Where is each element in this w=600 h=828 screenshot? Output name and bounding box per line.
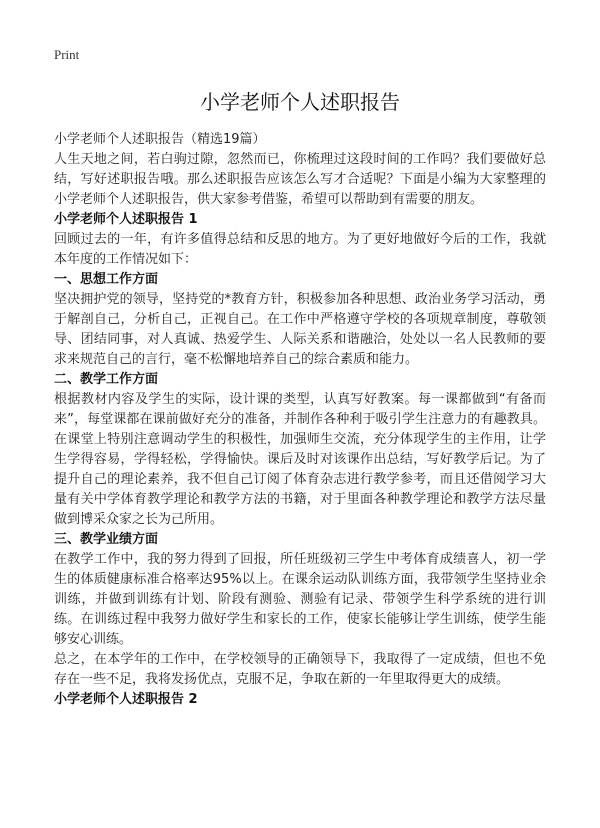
document-title: 小学老师个人述职报告 [200, 90, 400, 114]
section-performance-paragraph: 在教学工作中，我的努力得到了回报，所任班级初三学生中考体育成绩喜人，初一学生的体质健康标准合格率达95%以上。在课余运动队训练方面，我带领学生坚持业余训练，并做到训练有计划、阶段有测验、测验有记录、带领学生科学系统的进行训练。在训练过程中我努力做好学生和家长的工作，使家长能够让学生训练，使学生能够安心训练。 [54, 552, 546, 647]
print-link[interactable]: Print [54, 47, 80, 62]
section-performance-heading: 三、教学业绩方面 [54, 532, 159, 547]
section-ideology-heading: 一、思想工作方面 [54, 272, 159, 287]
report-1-heading: 小学老师个人述职报告 1 [54, 212, 198, 227]
section-teaching-paragraph: 根据教材内容及学生的实际，设计课的类型，认真写好教案。每一课都做到“有备而来”，每堂课都在课前做好充分的准备，并制作各种利于吸引学生注意力的有趣教具。在课堂上特别注意调动学生的积极性，加强师生交流，充分体现学生的主作用，让学生学得容易，学得轻松，学得愉快。课后及时对该课作出总结，写好教学后记。为了提升自己的理论素养，我不但自己订阅了体育杂志进行教学参考，而且还借阅学习大量有关中学体育教学理论和教学方法的书籍，对于里面各种教学理论和教学方法尽量做到博采众家之长为己所用。 [54, 392, 546, 527]
section-teaching-heading: 二、教学工作方面 [54, 372, 159, 387]
report-1-opening-paragraph: 回顾过去的一年，有许多值得总结和反思的地方。为了更好地做好今后的工作，我就本年度的工作情况如下： [54, 232, 546, 267]
report-2-heading: 小学老师个人述职报告 2 [54, 692, 198, 707]
section-ideology-paragraph: 坚决拥护党的领导，坚持党的*教育方针，积极参加各种思想、政治业务学习活动，勇于解剖自己，分析自己，正视自己。在工作中严格遵守学校的各项规章制度，尊敬领导、团结同事，对人真诚、热爱学生、人际关系和谐融洽，处处以一名人民教师的要求来规范自己的言行，毫不松懈地培养自己的综合素质和能力。 [54, 292, 546, 367]
conclusion-paragraph: 总之，在本学年的工作中，在学校领导的正确领导下，我取得了一定成绩，但也不免存在一些不足，我将发扬优点，克服不足，争取在新的一年里取得更大的成绩。 [54, 652, 546, 687]
document-subtitle: 小学老师个人述职报告（精选19篇） [54, 132, 266, 147]
intro-paragraph: 人生天地之间，若白驹过隙，忽然而已，你梳理过这段时间的工作吗？我们要做好总结，写好述职报告哦。那么述职报告应该怎么写才合适呢？下面是小编为大家整理的小学老师个人述职报告，供大家参考借鉴，希望可以帮助到有需要的朋友。 [54, 152, 546, 207]
